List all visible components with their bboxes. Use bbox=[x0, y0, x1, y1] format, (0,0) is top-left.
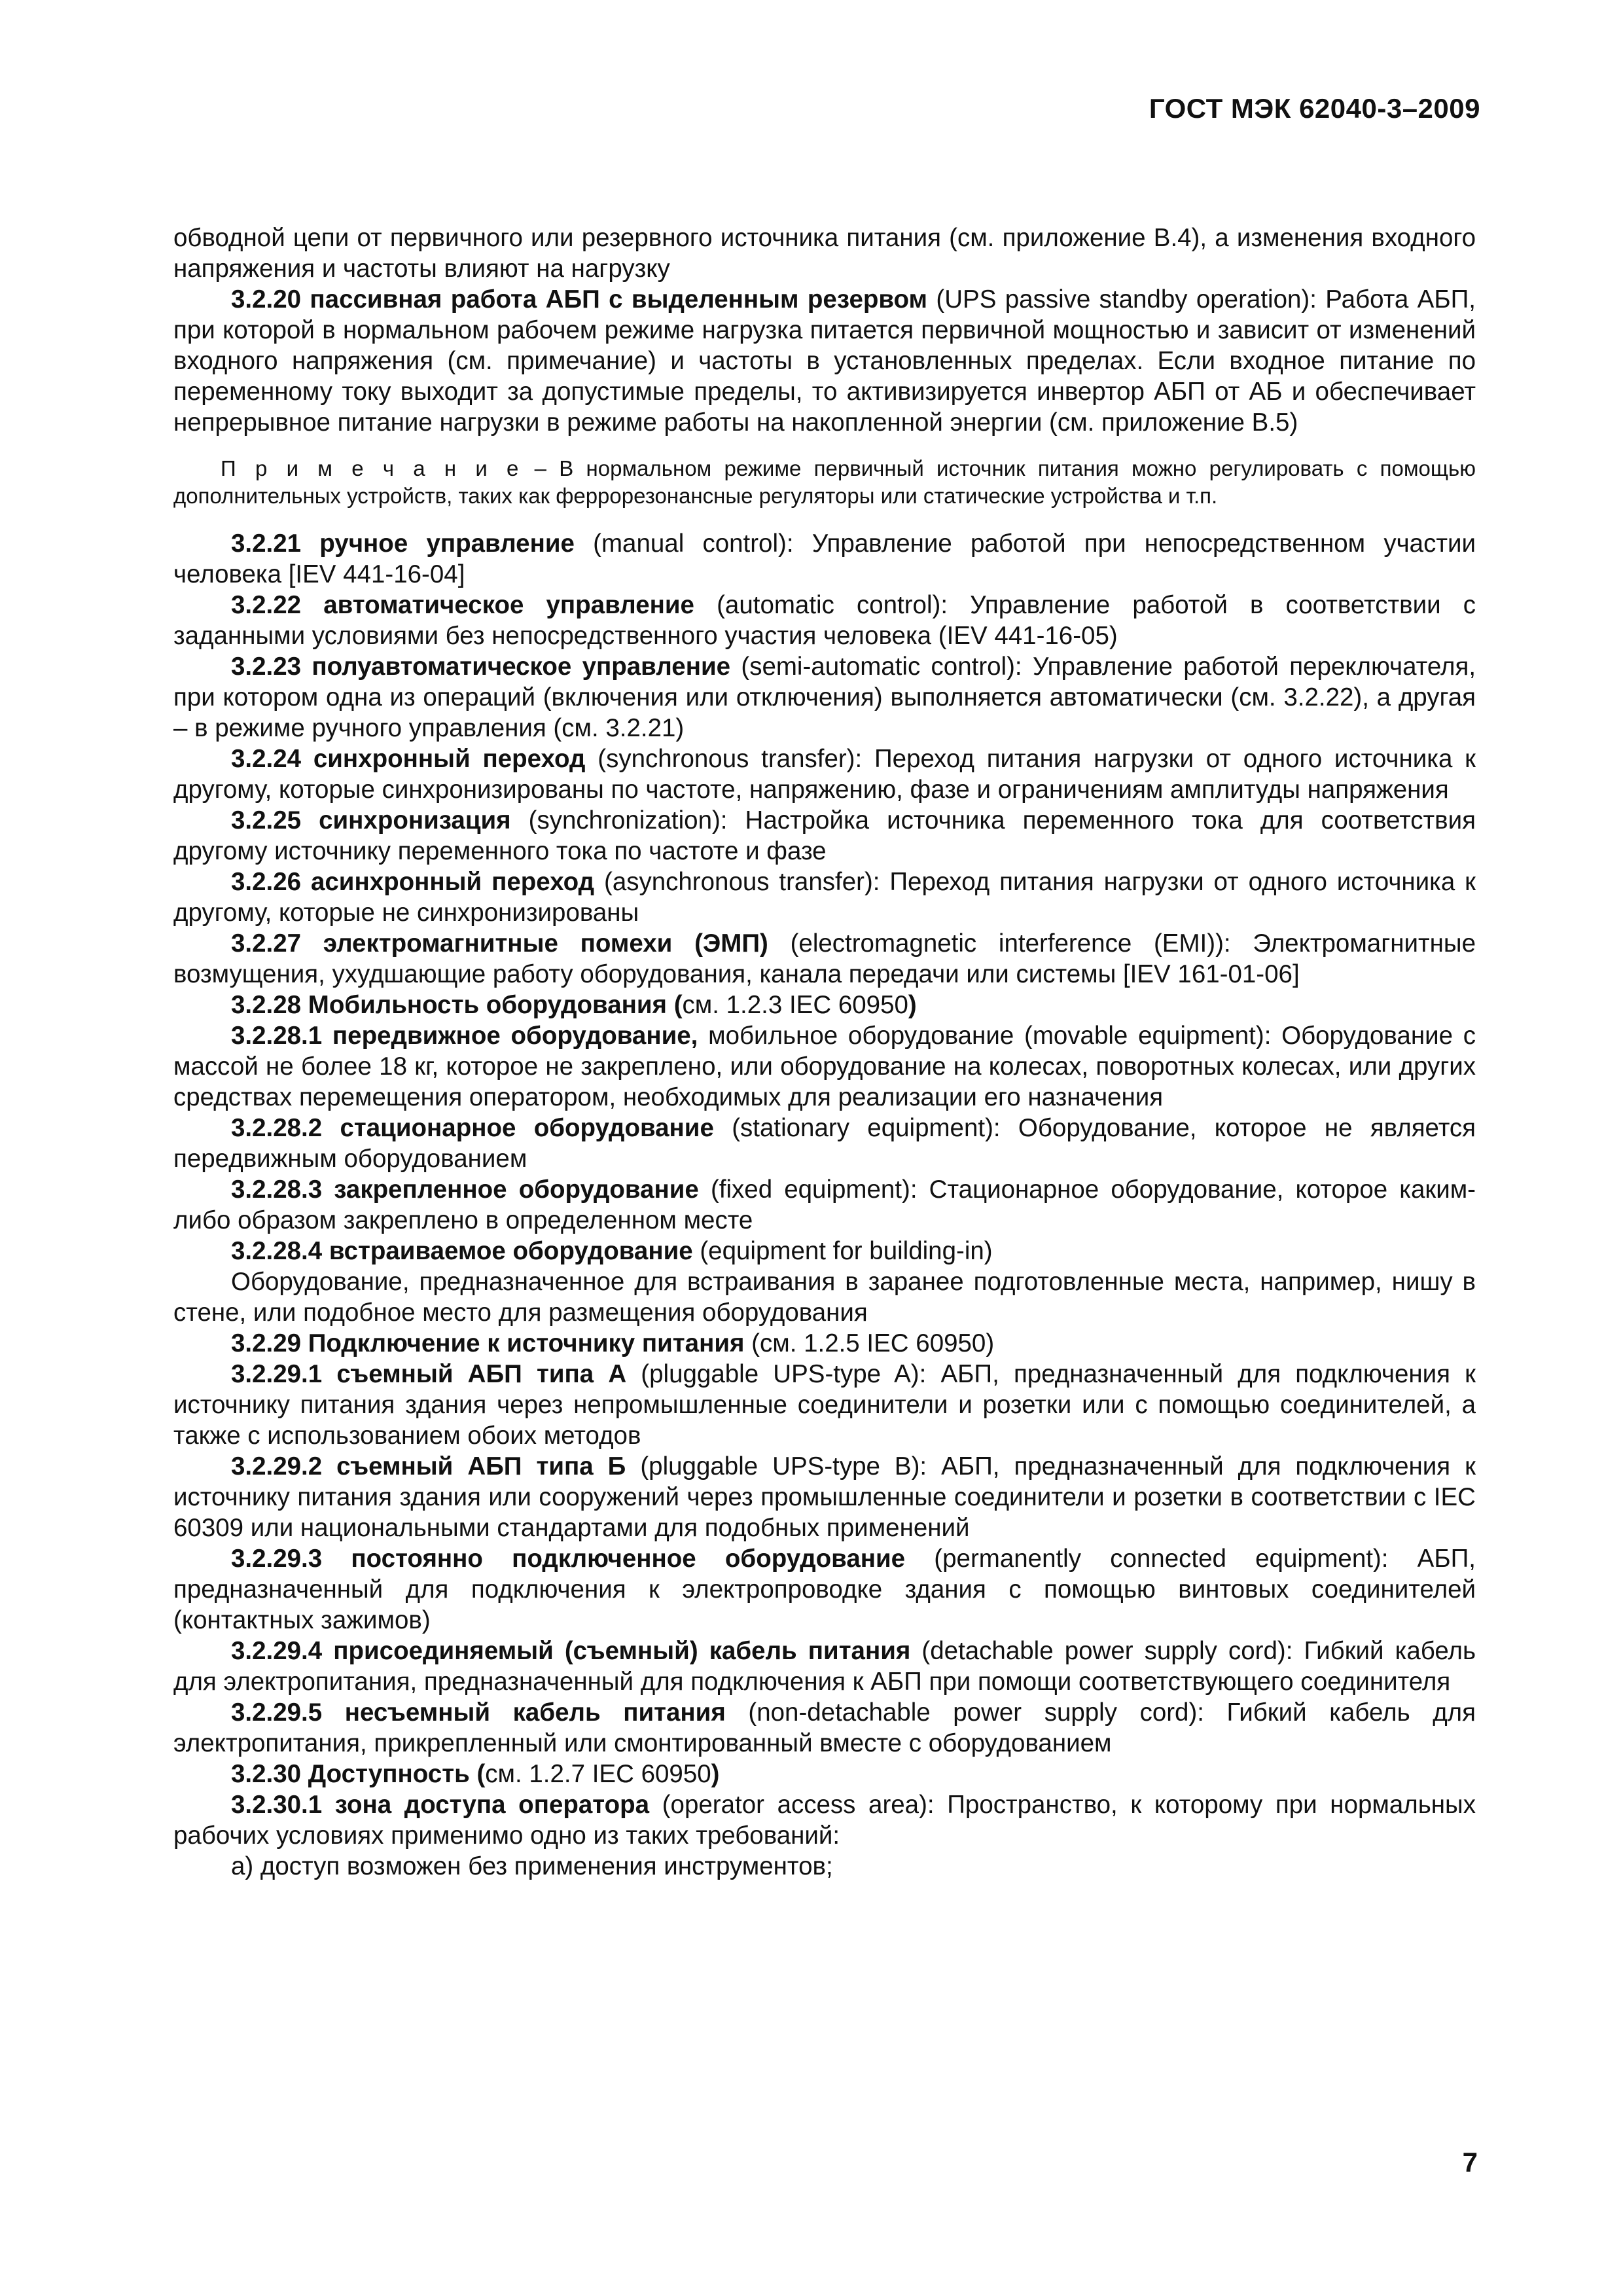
note bbox=[173, 455, 1476, 510]
term-3-2-29-4: 3.2.29.4 присоединяемый (съемный) кабель питания (detachable power supply cord): Гибкий кабель для электропитания, предназначенный для подключения к АБП при помощи соответствующего соединителя bbox=[173, 1637, 1476, 1696]
term-3-2-28-4: 3.2.28.4 встраиваемое оборудование (equipment for building-in) bbox=[231, 1237, 993, 1265]
section-3-2-28: 3.2.28 Мобильность оборудования (см. 1.2.3 IEC 60950) bbox=[231, 991, 917, 1019]
term-title: пассивная работа АБП с выделенным резервом bbox=[310, 285, 928, 314]
term-3-2-30-1: 3.2.30.1 зона доступа оператора (operator access area): Пространство, к которому при нормальных рабочих условиях применимо одно из таких требований: bbox=[173, 1791, 1476, 1850]
term-3-2-29-2: 3.2.29.2 съемный АБП типа Б (pluggable UPS-type B): АБП, предназначенный для подключения к источнику питания здания или сооружений через промышленные соединители и розетки в соответствии с IEC 60309 или национальными стандартами для подобных применений bbox=[173, 1452, 1476, 1542]
document-header: ГОСТ МЭК 62040-3–2009 bbox=[1149, 93, 1480, 124]
term-3-2-29-5: 3.2.29.5 несъемный кабель питания (non-detachable power supply cord): Гибкий кабель для электропитания, прикрепленный или смонтированный вместе с оборудованием bbox=[173, 1698, 1476, 1757]
paragraph-definition: Оборудование, предназначенное для встраивания в заранее подготовленные места, например, нишу в стене, или подобное место для размещения оборудования bbox=[173, 1268, 1476, 1327]
paragraph-continuation: обводной цепи от первичного или резервного источника питания (см. приложение В.4), а изменения входного напряжения и частоты влияют на нагрузку bbox=[173, 224, 1476, 283]
term-3-2-26: 3.2.26 асинхронный переход (asynchronous transfer): Переход питания нагрузки от одного источника к другому, которые не синхронизированы bbox=[173, 868, 1476, 927]
term-3-2-20 bbox=[173, 284, 1476, 438]
term-3-2-28-1: 3.2.28.1 передвижное оборудование, мобильное оборудование (movable equipment): Оборудование с массой не более 18 кг, которое не закреплено, или оборудование на колесах, поворотных колесах, или других средствах перемещения оператором, необходимых для реализации его назначения bbox=[173, 1022, 1476, 1111]
note-text: – В нормальном режиме первичный источник питания можно регулировать с помощью дополнительных устройств, таких как феррорезонансные регуляторы или статические устройства и т.п. bbox=[173, 456, 1476, 508]
section-3-2-30: 3.2.30 Доступность (см. 1.2.7 IEC 60950) bbox=[231, 1760, 720, 1788]
term-3-2-28-3: 3.2.28.3 закрепленное оборудование (fixed equipment): Стационарное оборудование, которое каким-либо образом закреплено в определенном месте bbox=[173, 1175, 1476, 1234]
term-3-2-23: 3.2.23 полуавтоматическое управление (semi-automatic control): Управление работой переключателя, при котором одна из операций (включения или отключения) выполняется автоматически (см. 3.2.22), а другая – в режиме ручного управления (см. 3.2.21) bbox=[173, 653, 1476, 742]
term-3-2-24: 3.2.24 синхронный переход (synchronous transfer): Переход питания нагрузки от одного источника к другому, которые синхронизированы по частоте, напряжению, фазе и ограничениям амплитуды напряжения bbox=[173, 745, 1476, 804]
term-3-2-22: 3.2.22 автоматическое управление (automatic control): Управление работой в соответствии с заданными условиями без непосредственного участия человека (IEV 441-16-05) bbox=[173, 591, 1476, 650]
term-3-2-28-2: 3.2.28.2 стационарное оборудование (stationary equipment): Оборудование, которое не является передвижным оборудованием bbox=[173, 1114, 1476, 1173]
term-3-2-29-1: 3.2.29.1 съемный АБП типа А (pluggable UPS-type A): АБП, предназначенный для подключения к источнику питания здания через непромышленные соединители и розетки или с помощью соединителей, а также с использованием обоих методов bbox=[173, 1360, 1476, 1450]
term-3-2-29-3: 3.2.29.3 постоянно подключенное оборудование (permanently connected equipment): АБП, предназначенный для подключения к электропроводке здания с помощью винтовых соединителей (контактных зажимов) bbox=[173, 1545, 1476, 1634]
note-label: П р и м е ч а н и е bbox=[221, 456, 522, 480]
term-3-2-27: 3.2.27 электромагнитные помехи (ЭМП) (electromagnetic interference (EMI)): Электромагнитные возмущения, ухудшающие работу оборудования, канала передачи или системы [IEV 161-01-06] bbox=[173, 929, 1476, 988]
term-3-2-21: 3.2.21 ручное управление (manual control): Управление работой при непосредственном участии человека [IEV 441-16-04] bbox=[173, 529, 1476, 588]
list-item-a: а) доступ возможен без применения инструментов; bbox=[231, 1852, 833, 1880]
document-body bbox=[173, 223, 1476, 1882]
page-number: 7 bbox=[1462, 2147, 1478, 2178]
section-3-2-29: 3.2.29 Подключение к источнику питания (см. 1.2.5 IEC 60950) bbox=[231, 1329, 995, 1357]
term-3-2-25: 3.2.25 синхронизация (synchronization): Настройка источника переменного тока для соответствия другому источнику переменного тока по частоте и фазе bbox=[173, 806, 1476, 865]
term-definition: (UPS passive standby operation): Работа АБП, при которой в нормальном рабочем режиме нагрузка питается первичной мощностью и зависит от изменений входного напряжения (см. примечание) и частоты в установленных пределах. Если входное питание по переменному току выходит за допустимые пределы, то активизируется инвертор АБП от АБ и обеспечивает непрерывное питание нагрузки в режиме работы на накопленной энергии (см. приложение В.5) bbox=[173, 285, 1476, 437]
term-number: 3.2.20 bbox=[231, 285, 302, 314]
